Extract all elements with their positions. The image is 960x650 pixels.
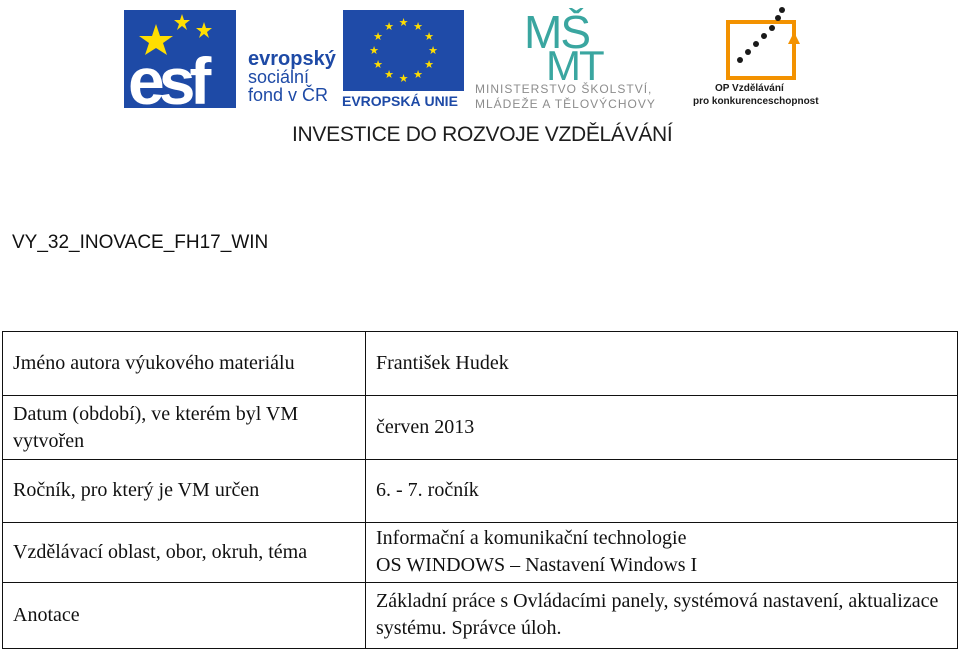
row-label: Jméno autora výukového materiálu: [3, 332, 366, 396]
esf-name: [248, 50, 338, 104]
svg-text:★: ★: [384, 20, 394, 33]
svg-text:esf: esf: [128, 44, 206, 108]
svg-text:★: ★: [373, 58, 383, 71]
op-name: [693, 82, 833, 108]
svg-text:★: ★: [428, 44, 438, 57]
svg-text:★: ★: [413, 20, 423, 33]
svg-text:★: ★: [398, 16, 409, 29]
slogan: INVESTICE DO ROZVOJE VZDĚLÁVÁNÍ: [292, 123, 673, 146]
svg-text:MŠ: MŠ: [524, 8, 589, 58]
row-label: Anotace: [3, 582, 366, 648]
table-row: [3, 522, 958, 582]
svg-text:★: ★: [369, 44, 379, 57]
eu-label: EVROPSKÁ UNIE: [342, 93, 458, 109]
esf-logo: [124, 10, 236, 108]
svg-text:★: ★: [373, 30, 383, 43]
op-line1: OP Vzdělávání: [715, 83, 784, 94]
table-row: [3, 332, 958, 396]
esf-line1: evropský: [248, 48, 336, 70]
esf-line2: sociální: [248, 67, 310, 87]
document-code: VY_32_INOVACE_FH17_WIN: [12, 232, 269, 253]
row-label: Datum (období), ve kterém byl VM vytvořen: [3, 396, 366, 460]
msmt-logo-icon: [520, 8, 650, 80]
msmt-name: [475, 82, 687, 112]
msmt-line2: MLÁDEŽE A TĚLOVÝCHOVY: [475, 97, 656, 111]
table-row: [3, 460, 958, 522]
svg-text:★: ★: [424, 58, 434, 71]
row-value: 6. - 7. ročník: [366, 460, 958, 522]
msmt-line1: MINISTERSTVO ŠKOLSTVÍ,: [475, 82, 653, 96]
table-row: [3, 582, 958, 648]
row-value: červen 2013: [366, 396, 958, 460]
value-line: Informační a komunikační technologie: [376, 527, 687, 550]
eu-flag-icon: [343, 10, 464, 91]
svg-text:★: ★: [424, 30, 434, 43]
value-line: OS WINDOWS – Nastavení Windows I: [376, 554, 698, 577]
row-label: Ročník, pro který je VM určen: [3, 460, 366, 522]
metadata-table: [2, 331, 958, 649]
row-value: Základní práce s Ovládacími panely, systémová nastavení, aktualizace systému. Správce úloh.: [366, 582, 958, 648]
svg-text:★: ★: [413, 68, 423, 81]
row-value: František Hudek: [366, 332, 958, 396]
row-label: Vzdělávací oblast, obor, okruh, téma: [3, 522, 366, 582]
esf-line3: fond v ČR: [248, 85, 329, 105]
esf-mark-icon: [124, 10, 236, 108]
svg-text:★: ★: [398, 72, 409, 85]
row-value: [366, 522, 958, 582]
svg-text:★: ★: [384, 68, 394, 81]
table-row: [3, 396, 958, 460]
svg-text:MT: MT: [546, 42, 603, 80]
logo-header: [0, 0, 960, 150]
op-line2: pro konkurenceschopnost: [693, 96, 819, 107]
